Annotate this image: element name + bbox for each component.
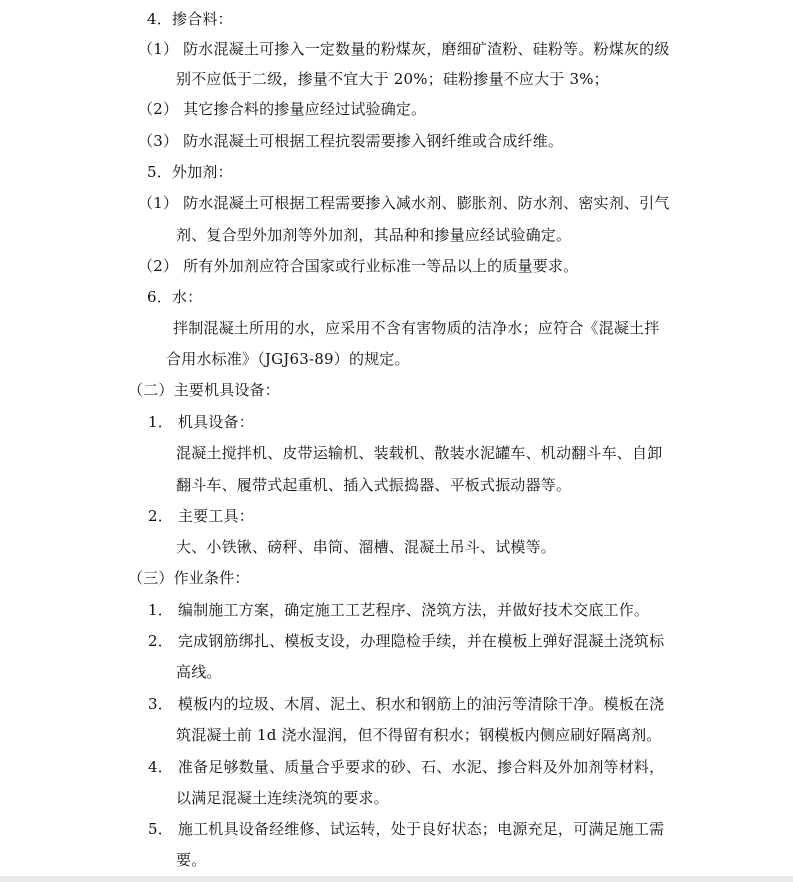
heading-additive: 5．外加剂： [147,163,233,181]
condition-item-4-line-1: 4． 准备足够数量、质量合乎要求的砂、石、水泥、掺合料及外加剂等材料， [148,758,665,776]
condition-item-3-line-1: 3． 模板内的垃圾、木屑、泥土、积水和钢筋上的油污等清除干净。模板在浇 [148,695,665,713]
additive-item-2: （2） 所有外加剂应符合国家或行业标准一等品以上的质量要求。 [138,257,579,275]
equipment-list-line-2: 翻斗车、履带式起重机、插入式振捣器、平板式振动器等。 [176,476,572,494]
equipment-subheading-2: 2． 主要工具： [148,507,254,525]
heading-water: 6．水： [147,288,203,306]
condition-item-5-line-1: 5． 施工机具设备经维修、试运转，处于良好状态；电源充足，可满足施工需 [148,820,665,838]
additive-item-1-line-1: （1） 防水混凝土可根据工程需要掺入减水剂、膨胀剂、防水剂、密实剂、引气 [138,194,670,212]
condition-item-2-line-2: 高线。 [176,663,222,681]
heading-admixture: 4．掺合料： [147,10,233,28]
equipment-list-line-1: 混凝土搅拌机、皮带运输机、装载机、散装水泥罐车、机动翻斗车、自卸 [176,444,663,462]
condition-item-3-line-2: 筑混凝土前 1d 浇水湿润，但不得留有积水；钢模板内侧应刷好隔离剂。 [176,726,662,744]
page-bottom-edge [0,876,793,882]
admixture-item-3: （3） 防水混凝土可根据工程抗裂需要掺入钢纤维或合成纤维。 [138,132,564,150]
condition-item-4-line-2: 以满足混凝土连续浇筑的要求。 [176,789,389,807]
tools-list: 大、小铁锹、磅秤、串筒、溜槽、混凝土吊斗、试模等。 [176,538,557,556]
admixture-item-1-line-2: 别不应低于二级，掺量不宜大于 20%；硅粉掺量不应大于 3%； [176,70,609,88]
additive-item-1-line-2: 剂、复合型外加剂等外加剂，其品种和掺量应经试验确定。 [176,226,572,244]
equipment-subheading-1: 1． 机具设备： [148,413,254,431]
condition-item-2-line-1: 2． 完成钢筋绑扎、模板支设，办理隐检手续，并在模板上弹好混凝土浇筑标 [148,632,665,650]
condition-item-5-line-2: 要。 [176,851,207,869]
water-text-line-2: 合用水标准》（JGJ63-89）的规定。 [166,350,410,368]
heading-work-conditions: （三）作业条件： [128,569,250,587]
admixture-item-1-line-1: （1） 防水混凝土可掺入一定数量的粉煤灰，磨细矿渣粉、硅粉等。粉煤灰的级 [138,40,670,58]
water-text-line-1: 拌制混凝土所用的水，应采用不含有害物质的洁净水；应符合《混凝土拌 [173,319,660,337]
condition-item-1: 1． 编制施工方案，确定施工工艺程序、浇筑方法，并做好技术交底工作。 [148,601,650,619]
admixture-item-2: （2） 其它掺合料的掺量应经过试验确定。 [138,100,427,118]
heading-main-equipment: （二）主要机具设备： [128,381,281,399]
